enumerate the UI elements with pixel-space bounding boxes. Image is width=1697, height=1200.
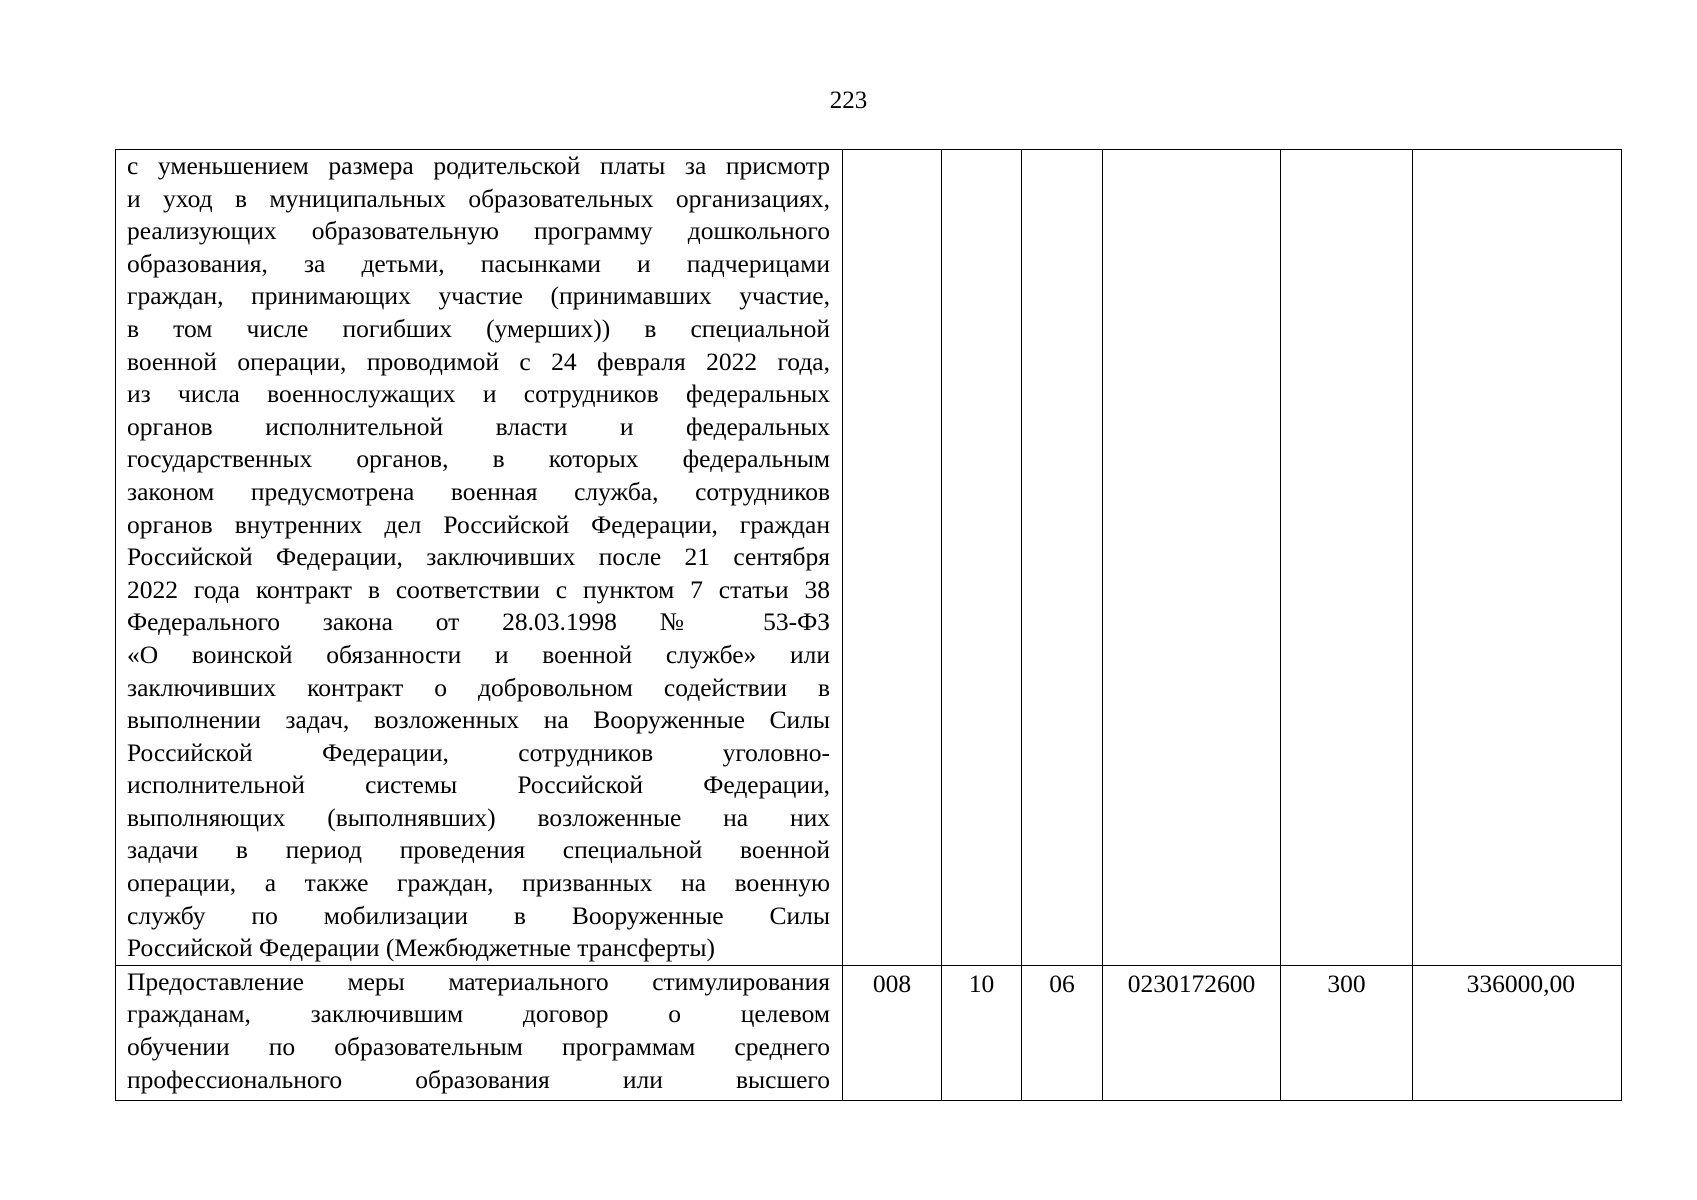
description-line: органов внутренних дел Российской Федерации, граждан: [127, 509, 830, 539]
budget-table: [115, 149, 1622, 1101]
ministry-code-cell: 008: [843, 965, 942, 1100]
subsection-code-cell: [1022, 150, 1103, 966]
description-line: службу по мобилизации в Вооруженные Силы: [127, 900, 830, 930]
target-article-cell: [1103, 150, 1281, 966]
description-line: военной операции, проводимой с 24 февраля 2022 года,: [127, 346, 830, 376]
description-line: выполняющих (выполнявших) возложенные на них: [127, 802, 830, 832]
description-line: государственных органов, в которых федеральным: [127, 444, 830, 474]
description-line: заключивших контракт о добровольном содействии в: [127, 672, 830, 702]
description-text: [127, 966, 830, 1096]
description-line: в том числе погибших (умерших)) в специальной: [127, 313, 830, 343]
description-line: Российской Федерации, сотрудников уголовно-: [127, 737, 830, 767]
ministry-code-cell: [843, 150, 942, 966]
expense-type-cell: 300: [1281, 965, 1413, 1100]
description-line: гражданам, заключившим договор о целевом: [127, 999, 830, 1029]
description-cell: [116, 965, 843, 1100]
table-row: [116, 150, 1622, 966]
target-article-cell: 0230172600: [1103, 965, 1281, 1100]
description-line: выполнении задач, возложенных на Вооруженные Силы: [127, 705, 830, 735]
section-code-cell: [942, 150, 1022, 966]
description-line: Федерального закона от 28.03.1998 № 53-ФЗ: [127, 607, 830, 637]
amount-cell: [1413, 150, 1622, 966]
expense-type-cell: [1281, 150, 1413, 966]
description-line: задачи в период проведения специальной военной: [127, 835, 830, 865]
description-line: реализующих образовательную программу дошкольного: [127, 216, 830, 246]
description-line: органов исполнительной власти и федеральных: [127, 411, 830, 441]
description-line: Российской Федерации, заключивших после 21 сентября: [127, 542, 830, 572]
description-line: операции, а также граждан, призванных на военную: [127, 868, 830, 898]
description-line: с уменьшением размера родительской платы за присмотр: [127, 151, 830, 180]
description-line: профессионального образования или высшего: [127, 1064, 830, 1094]
description-line: исполнительной системы Российской Федерации,: [127, 770, 830, 800]
description-text: [127, 150, 830, 965]
description-line: из числа военнослужащих и сотрудников федеральных: [127, 379, 830, 409]
subsection-code-cell: 06: [1022, 965, 1103, 1100]
description-line: обучении по образовательным программам среднего: [127, 1032, 830, 1062]
description-line: законом предусмотрена военная служба, сотрудников: [127, 476, 830, 506]
description-line: Российской Федерации (Межбюджетные трансферты): [127, 933, 716, 963]
description-line: «О воинской обязанности и военной службе» или: [127, 639, 830, 669]
page-number: 223: [829, 87, 868, 114]
description-cell: [116, 150, 843, 966]
section-code-cell: 10: [942, 965, 1022, 1100]
description-line: образования, за детьми, пасынками и падчерицами: [127, 248, 830, 278]
description-line: граждан, принимающих участие (принимавших участие,: [127, 281, 830, 311]
description-line: и уход в муниципальных образовательных организациях,: [127, 183, 830, 213]
amount-cell: 336000,00: [1413, 965, 1622, 1100]
table-row: [116, 965, 1622, 1100]
description-line: 2022 года контракт в соответствии с пунктом 7 статьи 38: [127, 574, 830, 604]
description-line: Предоставление меры материального стимулирования: [127, 966, 830, 996]
